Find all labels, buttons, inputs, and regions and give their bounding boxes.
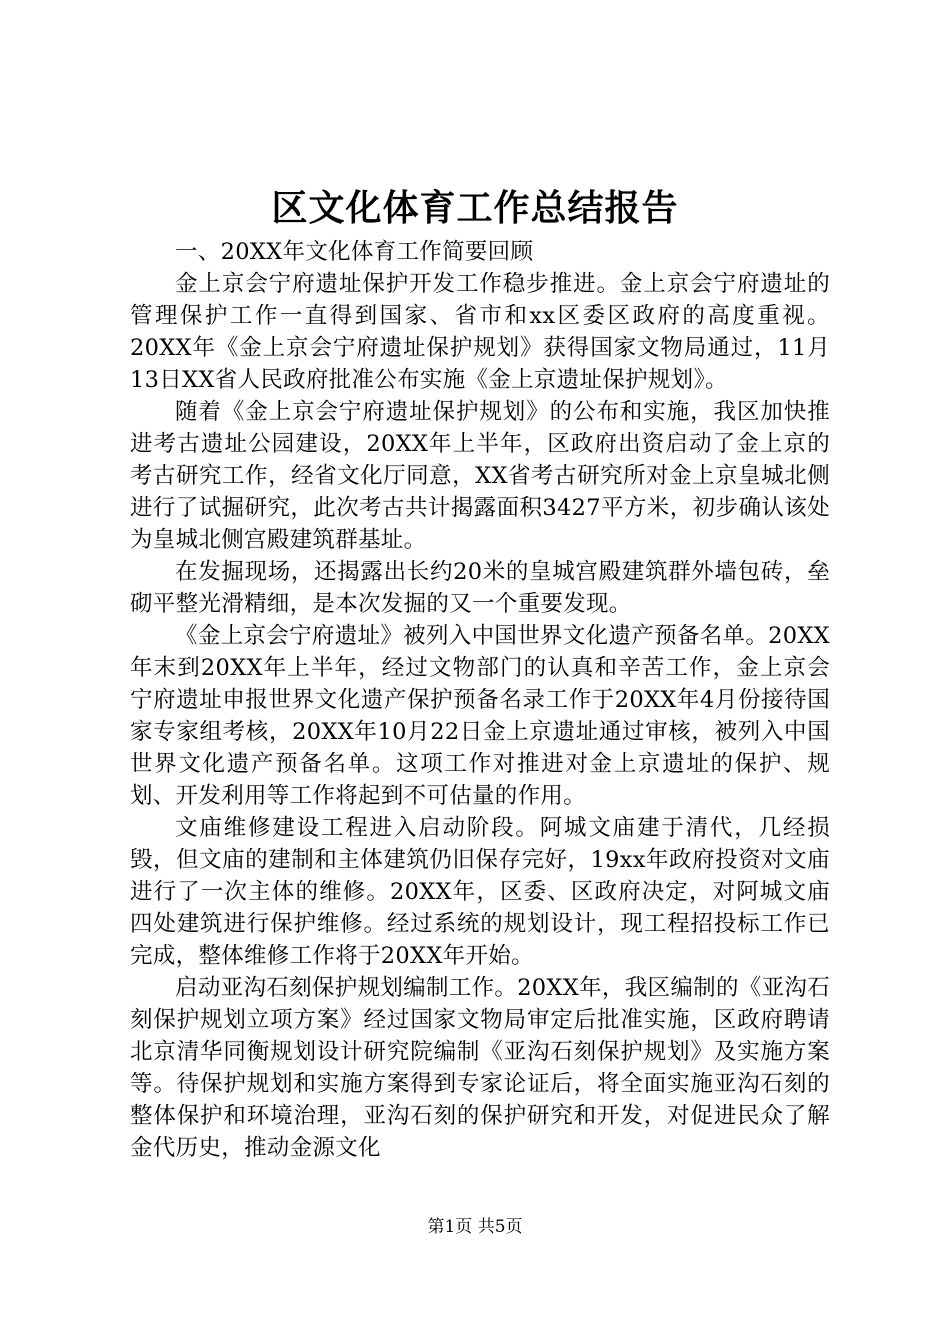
section-heading: 一、20XX年文化体育工作简要回顾 xyxy=(175,239,534,265)
paragraph: 金上京会宁府遗址保护开发工作稳步推进。金上京会宁府遗址的管理保护工作一直得到国家、省市和xx区委区政府的高度重视。20XX年《金上京会宁府遗址保护规划》获得国家文物局通过，11月13日XX省人民政府批准公布实施《金上京遗址保护规划》。 xyxy=(130,271,830,393)
document-body xyxy=(130,236,830,1164)
paragraph: 随着《金上京会宁府遗址保护规划》的公布和实施，我区加快推进考古遗址公园建设，20XX年上半年，区政府出资启动了金上京的考古研究工作，经省文化厅同意，XX省考古研究所对金上京皇城北侧进行了试掘研究，此次考古共计揭露面积3427平方米，初步确认该处为皇城北侧宫殿建筑群基址。 xyxy=(130,399,830,553)
paragraph: 文庙维修建设工程进入启动阶段。阿城文庙建于清代，几经损毁，但文庙的建制和主体建筑仍旧保存完好，19xx年政府投资对文庙进行了一次主体的维修。20XX年，区委、区政府决定，对阿城文庙四处建筑进行保护维修。经过系统的规划设计，现工程招投标工作已完成，整体维修工作将于20XX年开始。 xyxy=(130,815,830,969)
paragraph: 《金上京会宁府遗址》被列入中国世界文化遗产预备名单。20XX年末到20XX年上半年，经过文物部门的认真和辛苦工作，金上京会宁府遗址申报世界文化遗产保护预备名录工作于20XX年4月份接待国家专家组考核，20XX年10月22日金上京遗址通过审核，被列入中国世界文化遗产预备名单。这项工作对推进对金上京遗址的保护、规划、开发利用等工作将起到不可估量的作用。 xyxy=(130,623,830,809)
paragraph: 在发掘现场，还揭露出长约20米的皇城宫殿建筑群外墙包砖，垒砌平整光滑精细，是本次发掘的又一个重要发现。 xyxy=(130,559,830,617)
paragraph: 启动亚沟石刻保护规划编制工作。20XX年，我区编制的《亚沟石刻保护规划立项方案》经过国家文物局审定后批准实施，区政府聘请北京清华同衡规划设计研究院编制《亚沟石刻保护规划》及实施方案等。待保护规划和实施方案得到专家论证后，将全面实施亚沟石刻的整体保护和环境治理，亚沟石刻的保护研究和开发，对促进民众了解金代历史，推动金源文化 xyxy=(130,975,830,1161)
document-title: 区文化体育工作总结报告 xyxy=(271,187,679,229)
page-number-footer: 第1页 共5页 xyxy=(427,1217,523,1237)
